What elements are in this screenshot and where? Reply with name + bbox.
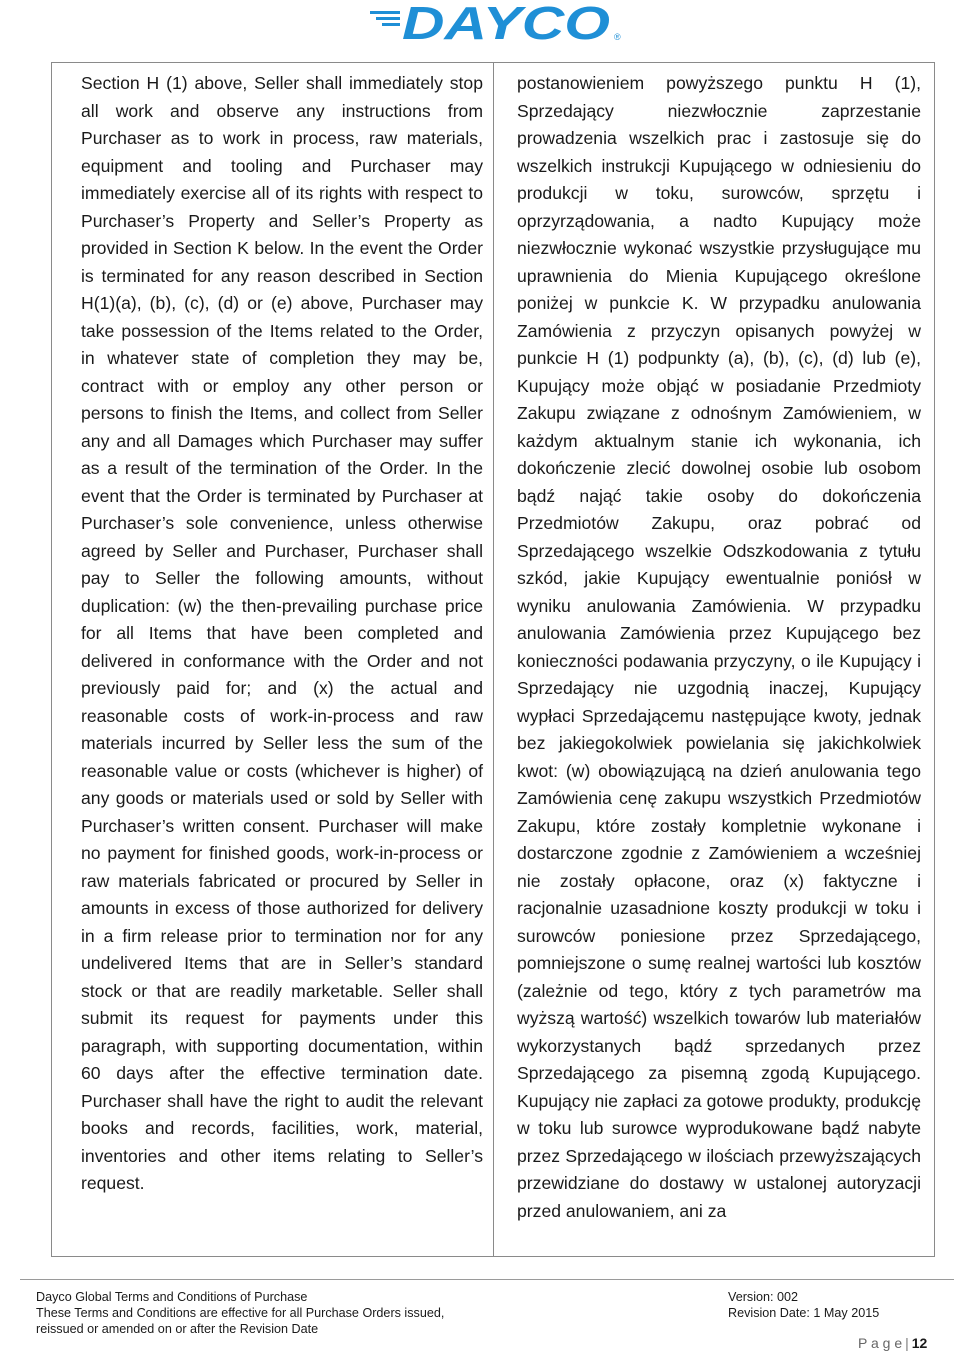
logo-registered-mark: ®: [614, 32, 621, 42]
page-number-block: [858, 1335, 927, 1351]
footer-effective-line-2: reissued or amended on or after the Revision Date: [36, 1322, 319, 1336]
logo-wordmark: DAYCO: [402, 2, 611, 42]
footer-doc-title: Dayco Global Terms and Conditions of Purchase: [36, 1290, 308, 1304]
footer-version: Version: 002: [728, 1290, 799, 1304]
dayco-logo: [368, 2, 624, 42]
english-paragraph: Section H (1) above, Seller shall immediately stop all work and observe any instructions from Purchaser as to work in process, raw materials, equipment and tooling and Purchaser may immediately exercise all of its rights with respect to Purchaser’s Property and Seller’s Property as provided in Section K below. In the event the Order is terminated for any reason described in Section H(1)(a), (b), (c), (d) or (e) above, Purchaser may take possession of the Items related to the Order, in whatever state of completion they may be, contract with or employ any other person or persons to finish the Items, and collect from Seller any and all Damages which Purchaser may suffer as a result of the termination of the Order. In the event that the Order is terminated by Purchaser at Purchaser’s sole convenience, unless otherwise agreed by Seller and Purchaser, Purchaser shall pay to Seller the following amounts, without duplication: (w) the then-prevailing purchase price for all Items that have been completed and delivered in conformance with the Order and not previously paid for; and (x) the actual and reasonable costs of work-in-process and raw materials incurred by Seller less the sum of the reasonable value or costs (whichever is higher) of any goods or materials used or sold by Seller with Purchaser’s written consent. Purchaser will make no payment for finished goods, work-in-process or raw materials fabricated or procured by Seller in amounts in excess of those authorized for delivery in a firm release prior to termination nor for any undelivered Items that are in Seller’s standard stock or that are readily marketable. Seller shall submit its request for payments under this paragraph, with supporting documentation, within 60 days after the effective termination date. Purchaser shall have the right to audit the relevant books and records, facilities, work, material, inventories and other items relating to Seller’s request.: [81, 73, 483, 1193]
footer-divider: [20, 1279, 954, 1280]
page-separator: |: [905, 1335, 909, 1351]
footer-revision-date: Revision Date: 1 May 2015: [728, 1306, 880, 1320]
page-number: 12: [911, 1335, 928, 1351]
page-label: P a g e: [858, 1335, 903, 1351]
footer-effective-line-1: These Terms and Conditions are effective for all Purchase Orders issued,: [36, 1306, 445, 1320]
column-divider: [493, 63, 494, 1256]
polish-paragraph: postanowieniem powyższego punktu H (1), Sprzedający niezwłocznie zaprzestanie prowadzenia wszelkich prac i zastosuje się do wszelkich instrukcji Kupującego w odniesieniu do produkcji w toku, surowców, sprzętu i oprzyrządowania, a nadto Kupujący może niezwłocznie wykonać wszystkie przysługujące mu uprawnienia do Mienia Kupującego określone poniżej w punkcie K. W przypadku anulowania Zamówienia z przyczyn opisanych powyżej w punkcie H (1) podpunkty (a), (b), (c), (d) lub (e), Kupujący może objąć w posiadanie Przedmioty Zakupu związane z odnośnym Zamówieniem, w każdym aktualnym stanie ich wykonania, ich dokończenie zlecić dowolnej osobie lub osobom bądź nająć takie osoby do dokończenia Przedmiotów Zakupu, oraz pobrać od Sprzedającego wszelkie Odszkodowania z tytułu szkód, jakie Kupujący ewentualnie poniósł w wyniku anulowania Zamówienia. W przypadku anulowania Zamówienia przez Kupującego bez konieczności podawania przyczyny, o ile Kupujący i Sprzedający nie uzgodnią inaczej, Kupujący wypłaci Sprzedającemu następujące kwoty, jednak bez jakiegokolwiek powielania się jakichkolwiek kwot: (w) obowiązującą na dzień anulowania tego Zamówienia cenę zakupu wszystkich Przedmiotów Zakupu, które zostały kompletnie wykonane i dostarczone zgodnie z Zamówieniem a wcześniej nie zostały opłacone, oraz (x) faktyczne i racjonalnie uzasadnione koszty produkcji w toku i surowców poniesione przez Sprzedającego, pomniejszone o sumę realnej wartości lub kosztów (zależnie od tego, który z tych parametrów ma wyższą wartość) wszelkich towarów lub materiałów wykorzystanych bądź sprzedanych przez Sprzedającego za pisemną zgodą Kupującego. Kupujący nie zapłaci za gotowe produkty, produkcję w toku lub surowce wyprodukowane bądź nabyte przez Sprzedającego w ilościach przewyższających przewidziane do dostawy w ustalonej autoryzacji przed anulowaniem, ani za: [517, 73, 921, 1221]
polish-column: [517, 70, 921, 1225]
english-column: [81, 70, 483, 1198]
logo-speed-lines: [370, 11, 400, 26]
terms-table: [51, 62, 935, 1257]
footer-left: [36, 1289, 444, 1337]
footer-right: [728, 1289, 879, 1321]
